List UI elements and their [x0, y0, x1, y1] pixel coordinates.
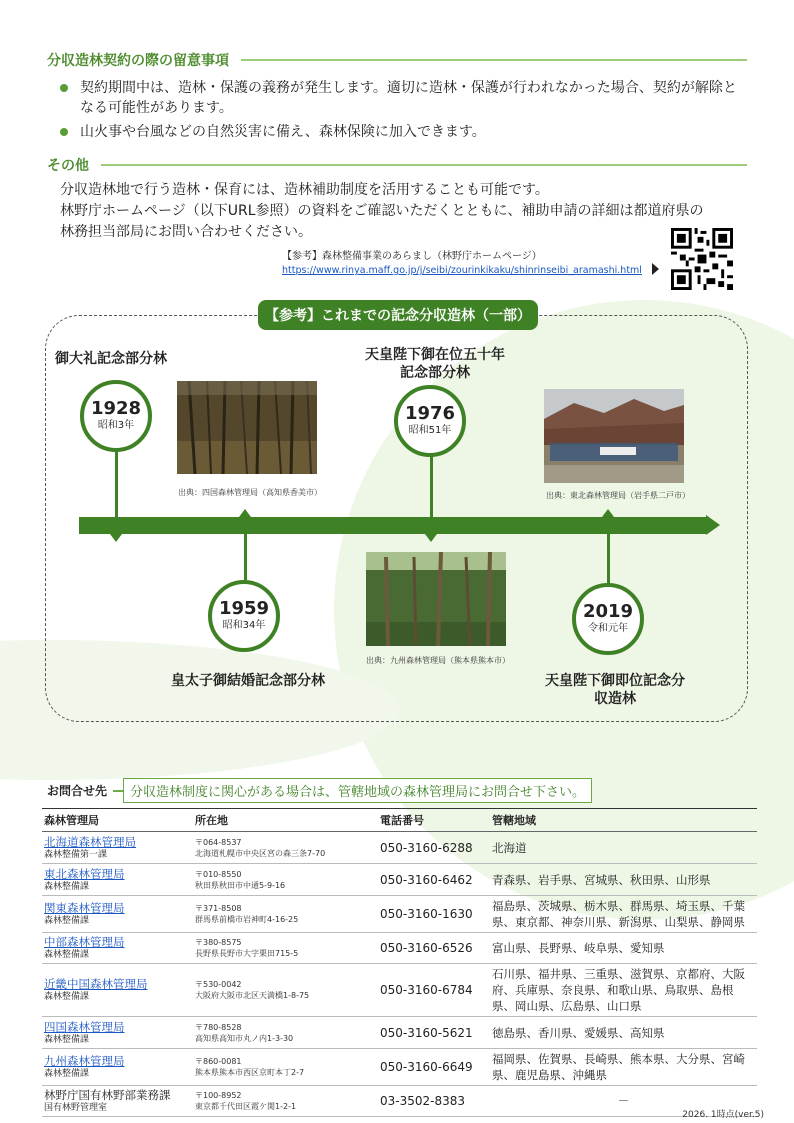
paragraph-line: 林野庁ホームページ（以下URL参照）の資料をご確認いただくとともに、補助申請の詳細は都道府県の: [60, 203, 704, 219]
address: 群馬県前橋市岩神町4-16-25: [195, 915, 299, 924]
area-cell: 富山県、長野県、岐阜県、愛知県: [490, 933, 757, 964]
area-cell: 福島県、茨城県、栃木県、群馬県、埼玉県、千葉県、東京都、神奈川県、新潟県、山梨県、静岡県: [490, 896, 757, 933]
reference-label: 【参考】森林整備事業のあらまし（林野庁ホームページ）: [282, 251, 542, 262]
address-cell: [193, 1086, 378, 1117]
office-dept: 森林整備第一課: [44, 849, 108, 860]
year-circle-2019: [572, 583, 644, 655]
address-cell: [193, 864, 378, 896]
office-dept: 森林整備課: [44, 1069, 90, 1079]
event-title-1928: 御大礼記念部分林: [55, 351, 167, 367]
office-dept: 森林整備課: [44, 916, 90, 926]
photo-forest-shikoku: [177, 381, 317, 474]
reference-link[interactable]: https://www.rinya.maff.go.jp/j/seibi/zourinkikaku/shinrinseibi_aramashi.html: [282, 265, 642, 276]
photo-caption: 出典：東北森林管理局（岩手県二戸市）: [546, 491, 690, 500]
list-item: 契約期間中は、造林・保護の義務が発生します。適切に造林・保護が行われなかった場合、契約が解除となる可能性があります。: [58, 78, 748, 118]
year-label: 1928: [90, 398, 142, 419]
photo-caption: 出典：九州森林管理局（熊本県熊本市）: [366, 656, 510, 665]
address-cell: [193, 896, 378, 933]
year-circle-1959: [208, 580, 280, 652]
office-cell: [42, 1049, 193, 1086]
area-cell: 石川県、福井県、三重県、滋賀県、京都府、大阪府、兵庫県、奈良県、和歌山県、鳥取県、島根県、岡山県、広島県、山口県: [490, 964, 757, 1017]
timeline-bar: [79, 517, 707, 534]
event-title-text: 天皇陛下御在位五十年記念部分林: [365, 347, 505, 381]
connector-line: [113, 790, 123, 792]
zip-code: 〒064-8537: [195, 837, 242, 847]
address: 高知県高知市丸ノ内1-3-30: [195, 1033, 294, 1043]
zip-code: 〒780-8528: [195, 1022, 242, 1032]
event-title-1959: 皇太子御結婚記念部分林: [171, 673, 325, 689]
timeline-connector: [115, 445, 118, 518]
pointer-down-icon: [110, 534, 122, 542]
pointer-up-icon: [602, 509, 614, 517]
paragraph-line: 分収造林地で行う造林・保育には、造林補助制度を活用することも可能です。: [60, 182, 549, 198]
event-title-2019: [540, 672, 690, 708]
office-cell: [42, 1017, 193, 1049]
divider: [241, 59, 747, 61]
office-dept: 森林整備課: [44, 881, 90, 892]
photo-planting-event: [544, 389, 684, 483]
contact-message: 分収造林制度に関心がある場合は、管轄地域の森林管理局にお問合せ下さい。: [123, 778, 592, 803]
office-name[interactable]: 九州森林管理局: [44, 1054, 125, 1068]
section-title: 分収造林契約の際の留意事項: [47, 53, 229, 69]
table-row: [42, 964, 757, 1017]
office-cell: [42, 896, 193, 933]
office-dept: 森林整備課: [44, 992, 90, 1002]
address: 秋田県秋田市中通5-9-16: [195, 880, 286, 890]
era-label: 昭和34年: [222, 620, 266, 631]
era-label: 昭和3年: [97, 420, 135, 431]
column-header: 電話番号: [378, 809, 490, 832]
notes-list: [58, 78, 748, 146]
table-row: [42, 1017, 757, 1049]
office-name[interactable]: 中部森林管理局: [44, 935, 125, 949]
table-row: [42, 1086, 757, 1117]
zip-code: 〒530-0042: [195, 980, 242, 989]
phone-cell: 050-3160-6784: [378, 964, 490, 1017]
pointer-up-icon: [239, 509, 251, 517]
year-label: 1976: [404, 403, 456, 424]
divider: [101, 164, 747, 166]
office-name[interactable]: 近畿中国森林管理局: [44, 977, 148, 991]
column-header: 森林管理局: [42, 809, 193, 832]
phone-cell: 03-3502-8383: [378, 1086, 490, 1117]
pointer-down-icon: [425, 534, 437, 542]
area-cell: 青森県、岩手県、宮城県、秋田県、山形県: [490, 864, 757, 896]
address: 北海道札幌市中央区宮の森三条7-70: [195, 848, 326, 858]
contact-label: お問合せ先: [47, 784, 108, 798]
table-row: [42, 864, 757, 896]
office-name: 林野庁国有林野部業務課: [44, 1088, 171, 1102]
office-dept: 国有林野管理室: [44, 1103, 108, 1113]
address: 大阪府大阪市北区天満橋1-8-75: [195, 991, 310, 1000]
area-cell: －: [490, 1086, 757, 1117]
event-title-text: 天皇陛下御即位記念分収造林: [545, 673, 685, 707]
zip-code: 〒100-8952: [195, 1091, 242, 1100]
office-cell: [42, 864, 193, 896]
timeline-connector: [607, 534, 610, 584]
address: 長野県長野市大字栗田715-5: [195, 949, 299, 958]
address-cell: [193, 1017, 378, 1049]
photo-forest-kyushu: [366, 552, 506, 646]
office-table: [42, 808, 757, 1117]
office-name[interactable]: 四国森林管理局: [44, 1019, 125, 1034]
office-name[interactable]: 東北森林管理局: [44, 866, 125, 881]
zip-code: 〒380-8575: [195, 938, 242, 947]
phone-cell: 050-3160-6526: [378, 933, 490, 964]
timeline-connector: [244, 534, 247, 582]
section-heading-notes: [47, 50, 747, 70]
year-label: 2019: [582, 601, 634, 622]
address-cell: [193, 832, 378, 864]
column-header: 所在地: [193, 809, 378, 832]
column-header: 管轄地域: [490, 809, 757, 832]
year-circle-1976: [394, 385, 466, 457]
address-cell: [193, 1049, 378, 1086]
phone-cell: 050-3160-1630: [378, 896, 490, 933]
version-footer: 2026. 1時点(ver.5): [682, 1110, 764, 1120]
memorial-title: 【参考】これまでの記念分収造林（一部）: [258, 300, 538, 330]
year-circle-1928: [80, 380, 152, 452]
timeline-connector: [430, 455, 433, 518]
office-cell: [42, 832, 193, 864]
year-label: 1959: [218, 598, 270, 619]
office-name[interactable]: 北海道森林管理局: [44, 834, 136, 849]
office-cell: [42, 964, 193, 1017]
office-dept: 森林整備課: [44, 1034, 90, 1045]
era-label: 昭和51年: [408, 425, 452, 436]
table-header-row: [42, 809, 757, 832]
address-cell: [193, 933, 378, 964]
paragraph-line: 林務担当部局にお問い合わせください。: [60, 224, 312, 240]
phone-cell: 050-3160-6649: [378, 1049, 490, 1086]
timeline-arrow-icon: [706, 515, 720, 535]
phone-cell: 050-3160-6462: [378, 864, 490, 896]
section-title: その他: [47, 158, 89, 174]
reference-block: [282, 250, 642, 278]
area-cell: 北海道: [490, 832, 757, 864]
event-title-1976: [355, 346, 515, 382]
table-row: [42, 933, 757, 964]
qr-code-icon[interactable]: [671, 228, 733, 290]
address: 熊本県熊本市西区京町本丁2-7: [195, 1068, 305, 1077]
table-row: [42, 896, 757, 933]
phone-cell: 050-3160-6288: [378, 832, 490, 864]
address: 東京都千代田区霞ケ関1-2-1: [195, 1102, 297, 1111]
phone-cell: 050-3160-5621: [378, 1017, 490, 1049]
list-item: 山火事や台風などの自然災害に備え、森林保険に加入できます。: [58, 122, 748, 142]
office-name[interactable]: 関東森林管理局: [44, 901, 125, 915]
zip-code: 〒371-8508: [195, 904, 242, 913]
contact-heading: [47, 778, 592, 803]
zip-code: 〒010-8550: [195, 869, 242, 879]
address-cell: [193, 964, 378, 1017]
era-label: 令和元年: [588, 623, 628, 634]
section-heading-other: [47, 155, 747, 175]
table-row: [42, 1049, 757, 1086]
area-cell: 福岡県、佐賀県、長崎県、熊本県、大分県、宮崎県、鹿児島県、沖縄県: [490, 1049, 757, 1086]
table-row: [42, 832, 757, 864]
zip-code: 〒860-0081: [195, 1057, 242, 1066]
office-dept: 森林整備課: [44, 950, 90, 960]
other-paragraph: [60, 180, 760, 243]
office-cell: [42, 1086, 193, 1117]
photo-caption: 出典：四国森林管理局（高知県香美市）: [178, 488, 322, 497]
arrow-right-icon: [652, 263, 659, 275]
area-cell: 徳島県、香川県、愛媛県、高知県: [490, 1017, 757, 1049]
office-cell: [42, 933, 193, 964]
